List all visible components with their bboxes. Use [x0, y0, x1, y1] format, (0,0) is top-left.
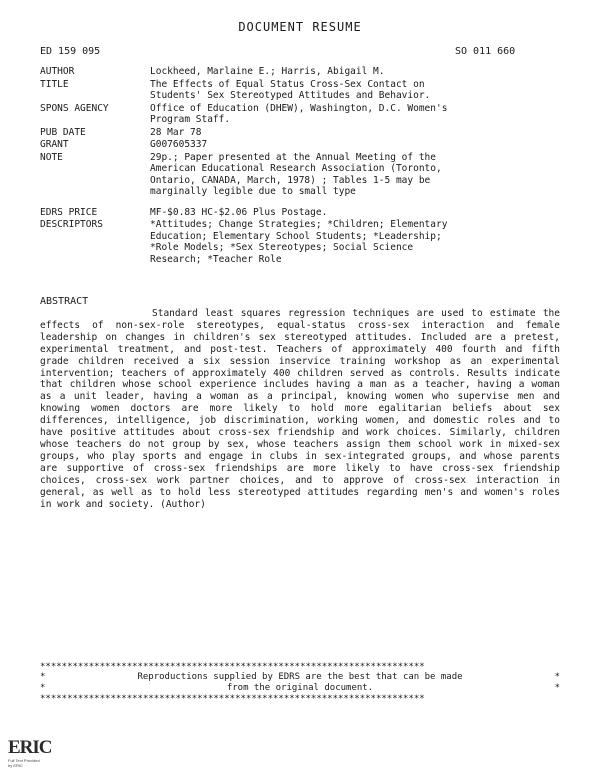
field-value: The Effects of Equal Status Cross-Sex Contact on Students' Sex Stereotyped Attitudes and Behavior.: [150, 78, 431, 101]
eric-logo: [8, 737, 52, 768]
star-border-top: ***********************************************************************: [40, 662, 425, 672]
field-label: EDRS PRICE: [40, 206, 98, 218]
abstract-body: Standard least squares regression techniques are used to estimate the effects of non-sex-role stereotypes, equal-status cross-sex interaction and female leadership on changes in children's sex stereotyped attitudes. Included are a pretest, experimental treatment, and post-test. Teachers of approximately 400 fourth and fifth grade children received a six session inservice training workshop as an experimental intervention; teachers of approximately 400 children served as controls. Results indicate that children whose school experience includes having a man as a teacher, having a woman as a unit leader, having a woman as a principal, knowing women who supervise men and knowing women doctors are more likely to hold more egalitarian beliefs about sex differences, intelligence, job discrimination, working women, and domestic roles and to have positive attitudes about cross-sex friendship and work choices. Similarly, children whose teachers do not group by sex, whose teachers assign them school work in mixed-sex groups, who play sports and engage in clubs in sex-integrated groups, and whose parents are supportive of cross-sex friendships are more likely to have cross-sex friendship choices, cross-sex work partner choices, and to approve of cross-sex interaction in general, as well as to hold less stereotyped attitudes regarding men's and women's roles in work and society. (Author): [40, 308, 560, 510]
field-note: [40, 152, 560, 198]
reproduction-notice: [40, 662, 560, 704]
eric-logo-tagline: Full Text Provided by ERIC: [8, 758, 40, 768]
abstract-heading: ABSTRACT: [40, 296, 89, 307]
field-author: [40, 66, 560, 78]
field-descriptors: [40, 219, 560, 265]
field-label: NOTE: [40, 151, 63, 163]
field-title: [40, 79, 560, 102]
notice-text-line-1: Reproductions supplied by EDRS are the best that can be made: [137, 672, 463, 682]
star-edge-left: *: [40, 672, 46, 682]
field-label: SPONS AGENCY: [40, 102, 109, 114]
metadata-fields: [40, 66, 560, 266]
field-value: 29p.; Paper presented at the Annual Meeting of the American Educational Research Association (Toronto, Ontario, CANADA, March, 1978) ; Tables 1-5 may be marginally legible due to small type: [150, 151, 442, 197]
document-title: DOCUMENT RESUME: [238, 20, 362, 34]
field-value: Office of Education (DHEW), Washington, D.C. Women's Program Staff.: [150, 102, 448, 125]
field-value: MF-$0.83 HC-$2.06 Plus Postage.: [150, 206, 328, 218]
field-value: 28 Mar 78: [150, 126, 202, 138]
notice-line: [40, 672, 560, 683]
eric-logo-text: ERIC: [8, 737, 52, 758]
field-value: Lockheed, Marlaine E.; Harris, Abigail M.: [150, 66, 385, 77]
field-value: *Attitudes; Change Strategies; *Children; Elementary Education; Elementary School Students; *Leadership; *Role Models; *Sex Stereotypes; Social Science Research; *Teacher Role: [150, 219, 448, 265]
notice-text-line-2: from the original document.: [226, 683, 374, 693]
field-spons-agency: [40, 103, 560, 126]
field-pub-date: [40, 127, 560, 139]
star-edge-left: *: [40, 683, 46, 693]
field-edrs-price: [40, 207, 560, 219]
star-border-bottom: ***********************************************************************: [40, 694, 425, 704]
field-label: TITLE: [40, 78, 69, 90]
field-value: G007605337: [150, 139, 208, 150]
field-grant: [40, 139, 560, 151]
notice-line: [40, 683, 560, 694]
ed-number: ED 159 095: [40, 46, 101, 57]
clearinghouse-number: SO 011 660: [455, 46, 516, 57]
star-edge-right: *: [554, 672, 560, 682]
star-edge-right: *: [554, 683, 560, 693]
field-label: PUB DATE: [40, 126, 86, 138]
field-label: AUTHOR: [40, 66, 75, 77]
field-label: GRANT: [40, 139, 69, 150]
field-label: DESCRIPTORS: [40, 219, 103, 230]
